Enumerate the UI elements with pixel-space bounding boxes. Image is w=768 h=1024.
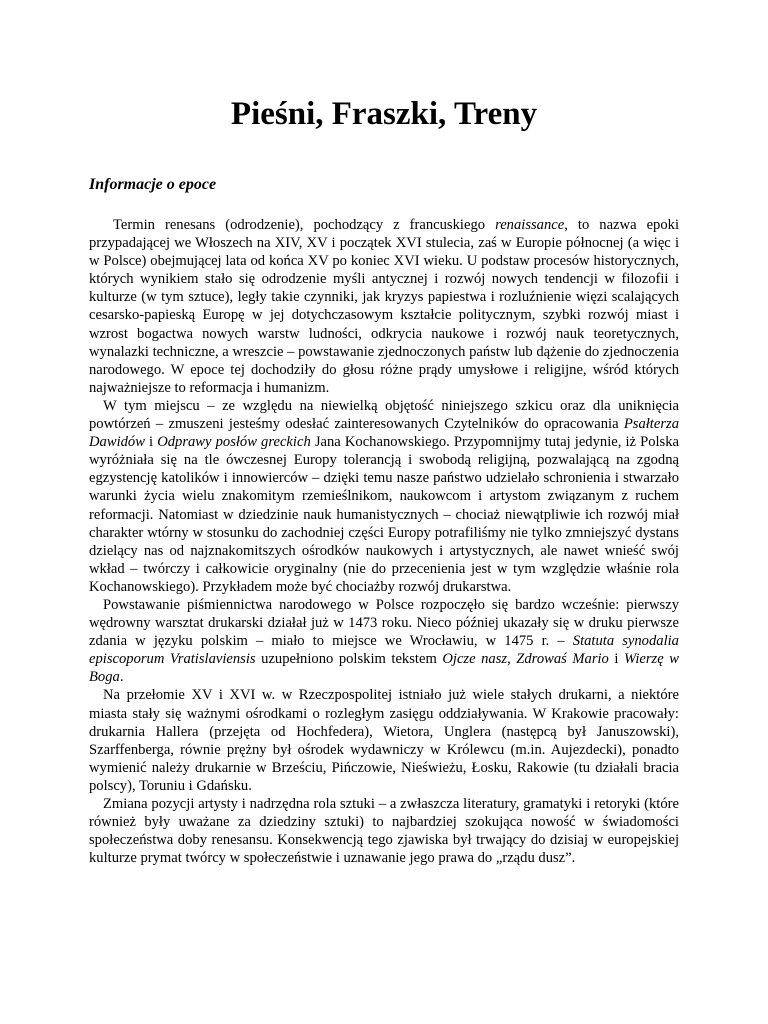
document-page <box>89 0 679 1024</box>
paragraph <box>89 596 679 686</box>
italic-text-run: Zdrowaś Mario <box>516 651 609 668</box>
body-text <box>89 216 679 867</box>
italic-text-run: renaissance <box>495 217 565 233</box>
italic-text-run: Ojcze nasz <box>442 651 508 668</box>
text-run: , <box>507 651 517 668</box>
text-run: , to nazwa epoki przypadającej we Włoszech na XIV, XV i początek XVI stulecia, zaś w Europie północnej (a więc i w Polsce) obejmującej lata od końca XV po koniec XVI wieku. U podstaw procesów historycznych, których wynikiem stało się odrodzenie myśli antycznej i rozwój nowych tendencji w filozofii i kulturze (w tym sztuce), legły takie czynniki, jak kryzys papiestwa i rozluźnienie więzi scalających cesarsko-papieską Europę w jej dotychczasowym kształcie politycznym, szybki rozwój miast i wzrost bogactwa nowych warstw ludności, odkrycia naukowe i rozwój nauk teoretycznych, wynalazki techniczne, a wreszcie – powstawanie zjednoczonych państw lub dążenie do zjednoczenia narodowego. W epoce tej dochodziły do głosu różne prądy umysłowe i religijne, wśród których najważniejsze to reformacja i humanizm. <box>89 217 679 396</box>
text-run: . <box>119 669 124 686</box>
italic-text-run: Psałterza Dawidów <box>89 416 679 451</box>
italic-text-run: Wierzę w Boga <box>89 651 679 686</box>
text-run: i <box>144 434 158 451</box>
text-run: i <box>608 651 624 668</box>
paragraph <box>89 686 679 795</box>
section-heading: Informacje o epoce <box>89 176 217 193</box>
italic-text-run: Statuta synodalia episcoporum Vratislaviensis <box>89 633 679 668</box>
text-run: Powstawanie piśmiennictwa narodowego w Polsce rozpoczęło się bardzo wcześnie: pierwszy wędrowny warsztat drukarski działał już w 1473 roku. Nieco później ukazały się w druku pierwsze zdania w języku polskim – miało to miejsce we Wrocławiu, w 1475 r. – <box>89 596 679 650</box>
italic-text-run: Odprawy posłów greckich <box>157 434 311 451</box>
text-run: Jana Kochanowskiego. Przypomnijmy tutaj jedynie, iż Polska wyróżniała się na tle ówczesnej Europy tolerancją i swobodą religijną, pozwalającą na zgodną egzystencję katolików i innowierców – dzięki temu nasze państwo udzielało schronienia i stwarzało warunki życia wielu znakomitym rzemieślnikom, naukowcom i artystom związanym z ruchem reformacji. Natomiast w dziedzinie nauk humanistycznych – chociaż niewątpliwie ich rozwój miał charakter wtórny w stosunku do zachodniej części Europy potrafiliśmy nie tylko zmniejszyć dystans dzielący nas od najznakomitszych ośrodków naukowych i artystycznych, ale nawet wnieść swój wkład – twórczy i całkowicie oryginalny (nie do przecenienia jest w tym względzie właśnie rola Kochanowskiego). Przykładem może być chociażby rozwój drukarstwa. <box>89 434 680 595</box>
text-run: uzupełniono polskim tekstem <box>255 651 443 668</box>
text-run: Zmiana pozycji artysty i nadrzędna rola sztuki – a zwłaszcza literatury, gramatyki i retoryki (które również były uważane za dziedziny sztuki) to najbardziej szokująca nowość w świadomości społeczeństwa doby renesansu. Konsekwencją tego zjawiska był trwający do dzisiaj w europejskiej kulturze prymat twórcy w społeczeństwie i uznawanie jego prawa do „rządu dusz”. <box>89 796 679 867</box>
paragraph <box>89 795 679 867</box>
document-title: Pieśni, Fraszki, Treny <box>230 96 538 132</box>
text-run: Termin renesans (odrodzenie), pochodzący z francuskiego <box>113 217 496 233</box>
text-run: W tym miejscu – ze względu na niewielką objętość niniejszego szkicu oraz dla uniknięcia powtórzeń – zmuszeni jesteśmy odesłać zainteresowanych Czytelników do opracowania <box>89 397 679 433</box>
paragraph <box>89 216 679 397</box>
text-run: Na przełomie XV i XVI w. w Rzeczpospolitej istniało już wiele stałych drukarni, a niektóre miasta stały się ważnymi ośrodkami o rozległym zasięgu oddziaływania. W Krakowie pracowały: drukarnia Hallera (przejęta od Hochfedera), Wietora, Unglera (następcą był Januszowski), Szarffenberga, równie prężny był ośrodek wydawniczy w Królewcu (m.in. Aujezdecki), ponadto wymienić należy drukarnie w Brześciu, Pińczowie, Nieświeżu, Łosku, Rakowie (tu działali bracia polscy), Toruniu i Gdańsku. <box>89 687 679 794</box>
paragraph <box>89 397 679 596</box>
